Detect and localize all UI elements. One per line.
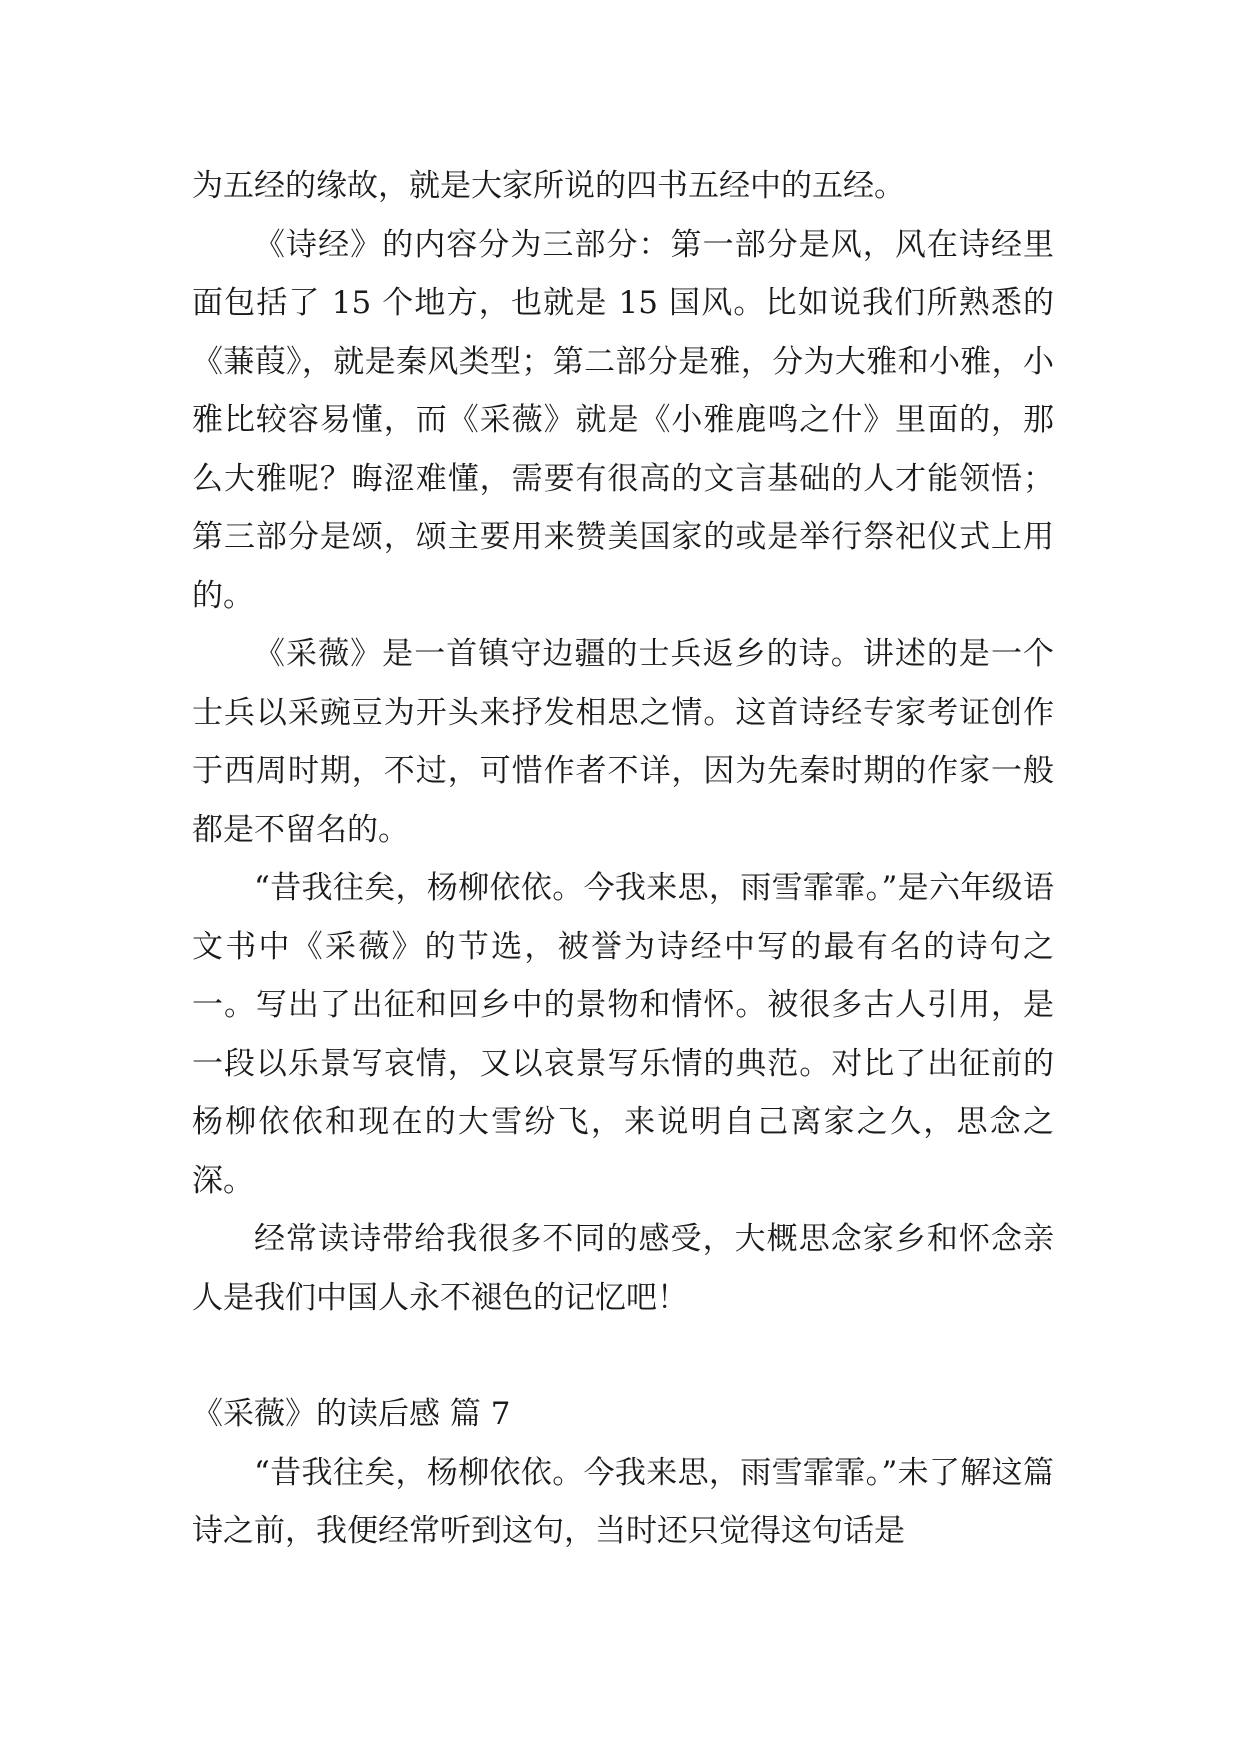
paragraph-section7-opening: “昔我往矣，杨柳依依。今我来思，雨雪霏霏。”未了解这篇诗之前，我便经常听到这句，当时还只觉得这句话是 [192, 1454, 1054, 1549]
section-spacer [192, 1327, 1054, 1385]
document-body [192, 157, 1054, 1561]
paragraph-famous-lines: “昔我往矣，杨柳依依。今我来思，雨雪霏霏。”是六年级语文书中《采薇》的节选，被誉为诗经中写的最有名的诗句之一。写出了出征和回乡中的景物和情怀。被很多古人引用，是一段以乐景写哀情，又以哀景写乐情的典范。对比了出征前的杨柳依依和现在的大雪纷飞，来说明自己离家之久，思念之深。 [192, 870, 1054, 1199]
paragraph-continuation: 为五经的缘故，就是大家所说的四书五经中的五经。 [192, 168, 905, 204]
paragraph-caiwei-intro: 《采薇》是一首镇守边疆的士兵返乡的诗。讲述的是一个士兵以采豌豆为开头来抒发相思之情。这首诗经专家考证创作于西周时期，不过，可惜作者不详，因为先秦时期的作家一般都是不留名的。 [192, 636, 1054, 848]
paragraph-conclusion: 经常读诗带给我很多不同的感受，大概思念家乡和怀念亲人是我们中国人永不褪色的记忆吧！ [192, 1221, 1054, 1316]
paragraph-shijing-content: 《诗经》的内容分为三部分：第一部分是风，风在诗经里面包括了 15 个地方，也就是 15 国风。比如说我们所熟悉的《蒹葭》，就是秦风类型；第二部分是雅，分为大雅和小雅，小雅比较容易懂，而《采薇》就是《小雅鹿鸣之什》里面的，那么大雅呢？晦涩难懂，需要有很高的文言基础的人才能领悟；第三部分是颂，颂主要用来赞美国家的或是举行祭祀仪式上用的。 [192, 226, 1054, 614]
section-heading: 《采薇》的读后感 篇 7 [192, 1396, 511, 1432]
